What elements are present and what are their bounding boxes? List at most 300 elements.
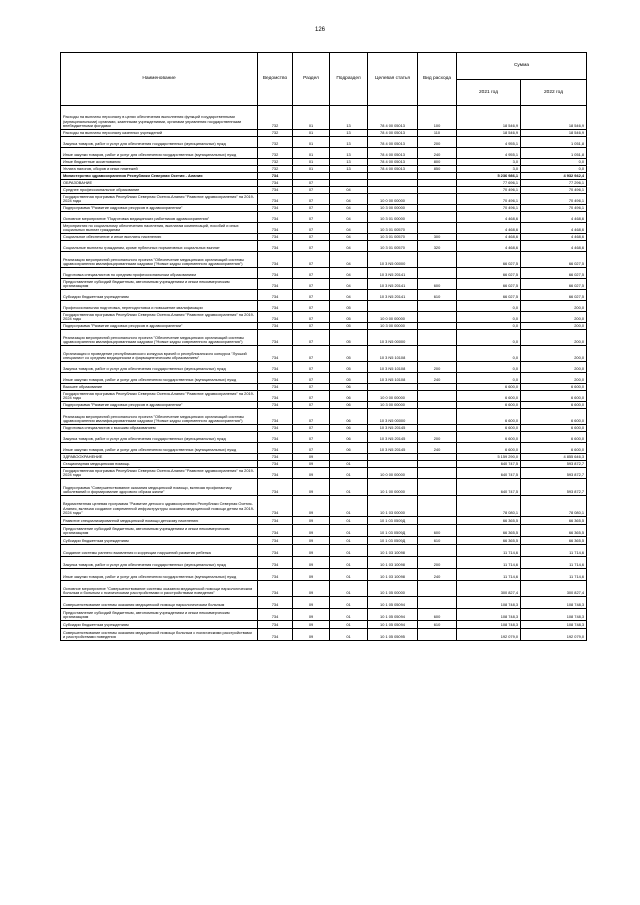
cell-expense: 600 <box>418 609 457 621</box>
cell-target: 10 1 03 0509Д <box>368 517 418 525</box>
cell-2022: 77 296,1 <box>521 180 587 187</box>
cell-2022: 6 600,0 <box>521 391 587 402</box>
table-row <box>61 180 587 187</box>
cell-2021: 0,0 <box>457 312 521 323</box>
cell-subsection: 01 <box>330 461 368 468</box>
cell-expense <box>418 597 457 609</box>
cell-agency: 732 <box>258 130 293 137</box>
cell-section: 07 <box>293 312 330 323</box>
cell-2022: 200,0 <box>521 323 587 330</box>
cell-expense <box>418 425 457 432</box>
cell-target: 10 1 05 05094 <box>368 597 418 609</box>
table-row <box>61 234 587 241</box>
cell-name: Совершенствование системы оказания медицинской помощи больным с психическими расстройствами и расстройствами поведения <box>61 629 258 641</box>
cell-subsection: 13 <box>330 148 368 159</box>
table-row <box>61 137 587 148</box>
cell-agency: 734 <box>258 569 293 581</box>
cell-section: 07 <box>293 205 330 212</box>
cell-expense: 600 <box>418 279 457 290</box>
cell-agency: 734 <box>258 346 293 362</box>
cell-section: 01 <box>293 148 330 159</box>
cell-name: Расходы на выплаты персоналу казенных учреждений <box>61 130 258 137</box>
cell-2022: 66 027,5 <box>521 252 587 268</box>
cell-agency: 734 <box>258 409 293 425</box>
cell-subsection: 01 <box>330 525 368 537</box>
cell-expense: 610 <box>418 621 457 629</box>
cell-name: Подпрограмма "Развитие кадровых ресурсов в здравоохранении" <box>61 323 258 330</box>
cell-section: 01 <box>293 159 330 166</box>
cell-agency: 732 <box>258 148 293 159</box>
cell-name: Стационарная медицинская помощь <box>61 461 258 468</box>
cell-section: 09 <box>293 621 330 629</box>
header-name: Наименование <box>61 53 258 106</box>
cell-2022: 6 600,0 <box>521 425 587 432</box>
table-row <box>61 443 587 454</box>
cell-name: Подпрограмма "Развитие кадровых ресурсов в здравоохранении" <box>61 205 258 212</box>
cell-expense <box>418 346 457 362</box>
header-target: Целевая статья <box>368 53 418 106</box>
cell-name: Социальное обеспечение и иные выплаты населению <box>61 234 258 241</box>
cell-expense <box>418 268 457 279</box>
cell-2022: 6 600,0 <box>521 432 587 443</box>
cell-target: 10 3 N5 20141 <box>368 268 418 279</box>
cell-target: 10 3 01 00570 <box>368 241 418 252</box>
cell-section: 07 <box>293 323 330 330</box>
cell-target: 10 3 N5 20145 <box>368 443 418 454</box>
cell-2021: 6 600,0 <box>457 409 521 425</box>
cell-expense: 100 <box>418 106 457 130</box>
cell-2022: 0,0 <box>521 159 587 166</box>
table-row <box>61 194 587 205</box>
table-row <box>61 312 587 323</box>
cell-subsection: 01 <box>330 557 368 569</box>
cell-2021: 0,0 <box>457 373 521 384</box>
cell-expense <box>418 301 457 312</box>
cell-subsection: 06 <box>330 432 368 443</box>
cell-2021: 0,0 <box>457 362 521 373</box>
cell-subsection: 13 <box>330 106 368 130</box>
cell-2022: 66 027,5 <box>521 268 587 279</box>
table-row <box>61 279 587 290</box>
cell-subsection: 01 <box>330 581 368 597</box>
cell-2021: 4 955,1 <box>457 148 521 159</box>
cell-subsection: 01 <box>330 537 368 545</box>
cell-agency: 734 <box>258 279 293 290</box>
cell-agency: 734 <box>258 545 293 557</box>
cell-2022: 66 365,5 <box>521 517 587 525</box>
cell-name: Иные бюджетные ассигнования <box>61 159 258 166</box>
cell-target: 10 3 N5 00000 <box>368 330 418 346</box>
cell-2022: 108 748,3 <box>521 621 587 629</box>
table-row <box>61 629 587 641</box>
cell-agency: 734 <box>258 323 293 330</box>
cell-expense <box>418 252 457 268</box>
cell-agency: 734 <box>258 180 293 187</box>
cell-2021: 4 955,1 <box>457 137 521 148</box>
table-row <box>61 106 587 130</box>
cell-2021: 66 027,5 <box>457 279 521 290</box>
cell-2021: 70 496,1 <box>457 187 521 194</box>
cell-name: Расходы на выплаты персоналу в целях обеспечения выполнения функций государственными (муниципальными) органами, казенными учреждениями, органами управления государственными внебюджетными фондами <box>61 106 258 130</box>
cell-2021: 0,0 <box>457 323 521 330</box>
header-subsection: Подраздел <box>330 53 368 106</box>
cell-2021: 6 600,0 <box>457 391 521 402</box>
cell-section: 07 <box>293 241 330 252</box>
table-row <box>61 362 587 373</box>
cell-2022: 200,0 <box>521 346 587 362</box>
table-row <box>61 384 587 391</box>
cell-name: Подпрограмма "Совершенствование оказания медицинской помощи, включая профилактику заболеваний и формирование здорового образа жизни" <box>61 479 258 496</box>
cell-name: Субсидии бюджетным учреждениям <box>61 621 258 629</box>
cell-2022: 4 468,6 <box>521 241 587 252</box>
cell-2021: 70 496,1 <box>457 194 521 205</box>
cell-target: 10 3 N5 20141 <box>368 279 418 290</box>
cell-section: 09 <box>293 557 330 569</box>
header-2022: 2022 год <box>521 80 587 106</box>
cell-expense <box>418 212 457 223</box>
cell-agency: 734 <box>258 290 293 301</box>
cell-expense <box>418 629 457 641</box>
cell-expense <box>418 330 457 346</box>
cell-section: 07 <box>293 301 330 312</box>
cell-section: 07 <box>293 212 330 223</box>
cell-target: 10 3 N5 20141 <box>368 290 418 301</box>
cell-2022: 593 872,7 <box>521 461 587 468</box>
cell-subsection <box>330 173 368 180</box>
cell-subsection: 06 <box>330 391 368 402</box>
cell-subsection: 04 <box>330 212 368 223</box>
cell-subsection: 05 <box>330 330 368 346</box>
cell-2022: 200,0 <box>521 362 587 373</box>
cell-section: 09 <box>293 537 330 545</box>
cell-section: 07 <box>293 425 330 432</box>
cell-target: 10 3 01 00000 <box>368 212 418 223</box>
cell-expense: 300 <box>418 234 457 241</box>
cell-target: 10 3 01 00570 <box>368 223 418 234</box>
cell-subsection: 01 <box>330 621 368 629</box>
cell-subsection: 04 <box>330 252 368 268</box>
header-expense: Вид расхода <box>418 53 457 106</box>
header-sum: Сумма <box>457 53 587 80</box>
cell-target: 10 3 N5 20145 <box>368 425 418 432</box>
cell-section: 07 <box>293 391 330 402</box>
cell-target: 78 4 00 05013 <box>368 159 418 166</box>
cell-target: 10 3 00 00000 <box>368 402 418 409</box>
table-row <box>61 212 587 223</box>
cell-subsection: 06 <box>330 402 368 409</box>
cell-target: 78 4 00 05013 <box>368 130 418 137</box>
table-row <box>61 525 587 537</box>
cell-section: 07 <box>293 268 330 279</box>
cell-target: 10 3 00 00000 <box>368 205 418 212</box>
cell-2021: 11 714,6 <box>457 569 521 581</box>
cell-expense <box>418 402 457 409</box>
cell-target: 78 4 00 05013 <box>368 106 418 130</box>
table-row <box>61 148 587 159</box>
cell-target: 10 3 N5 20145 <box>368 432 418 443</box>
cell-2022: 18 546,9 <box>521 130 587 137</box>
cell-expense: 200 <box>418 432 457 443</box>
cell-2021: 3,0 <box>457 166 521 173</box>
cell-expense <box>418 180 457 187</box>
cell-2021: 192 079,0 <box>457 629 521 641</box>
cell-name: Совершенствование системы оказания медицинской помощи наркологическим больным <box>61 597 258 609</box>
cell-subsection: 01 <box>330 479 368 496</box>
cell-subsection: 04 <box>330 290 368 301</box>
cell-agency: 734 <box>258 330 293 346</box>
cell-2022: 11 714,6 <box>521 569 587 581</box>
cell-2021: 66 365,5 <box>457 537 521 545</box>
cell-agency: 734 <box>258 173 293 180</box>
cell-2022: 593 872,7 <box>521 468 587 479</box>
table-row <box>61 290 587 301</box>
table-row <box>61 545 587 557</box>
cell-subsection: 01 <box>330 629 368 641</box>
cell-section: 09 <box>293 609 330 621</box>
cell-2022: 66 365,5 <box>521 537 587 545</box>
cell-agency: 734 <box>258 425 293 432</box>
cell-name: ОБРАЗОВАНИЕ <box>61 180 258 187</box>
cell-expense <box>418 496 457 517</box>
table-row <box>61 557 587 569</box>
cell-agency: 734 <box>258 212 293 223</box>
cell-agency: 734 <box>258 384 293 391</box>
cell-subsection: 01 <box>330 597 368 609</box>
cell-target: 10 3 01 00570 <box>368 234 418 241</box>
cell-2021: 66 365,5 <box>457 525 521 537</box>
cell-2021: 6 600,0 <box>457 384 521 391</box>
cell-2021: 18 546,9 <box>457 130 521 137</box>
cell-name: Иные закупки товаров, работ и услуг для обеспечения государственных (муниципальных) нужд <box>61 148 258 159</box>
cell-name: Реализация мероприятий регионального проекта "Обеспечение медицинских организаций системы здравоохранения квалифицированными кадрами ("Новые кадры современного здравоохранения") <box>61 409 258 425</box>
cell-2022: 66 027,5 <box>521 279 587 290</box>
cell-expense: 320 <box>418 241 457 252</box>
cell-section: 07 <box>293 223 330 234</box>
cell-2021: 66 027,5 <box>457 290 521 301</box>
cell-subsection: 13 <box>330 130 368 137</box>
cell-subsection: 06 <box>330 425 368 432</box>
cell-subsection: 05 <box>330 312 368 323</box>
cell-target: 10 1 03 10098 <box>368 569 418 581</box>
cell-2021: 0,0 <box>457 346 521 362</box>
cell-name: Закупка товаров, работ и услуг для обеспечения государственных (муниципальных) нужд <box>61 557 258 569</box>
cell-target: 10 3 N5 10108 <box>368 362 418 373</box>
cell-section: 09 <box>293 496 330 517</box>
cell-agency: 734 <box>258 443 293 454</box>
table-row <box>61 581 587 597</box>
header-quantity: Ведомство <box>258 53 293 106</box>
cell-expense: 850 <box>418 166 457 173</box>
cell-agency: 734 <box>258 621 293 629</box>
cell-2021: 108 748,3 <box>457 621 521 629</box>
cell-agency: 732 <box>258 106 293 130</box>
table-row <box>61 621 587 629</box>
cell-subsection: 06 <box>330 384 368 391</box>
cell-target <box>368 187 418 194</box>
cell-name: Предоставление субсидий бюджетным, автономным учреждениям и иным некоммерческим организациям <box>61 609 258 621</box>
cell-2022: 70 496,1 <box>521 187 587 194</box>
cell-2021: 6 600,0 <box>457 443 521 454</box>
cell-subsection: 05 <box>330 362 368 373</box>
cell-2021: 11 714,6 <box>457 557 521 569</box>
cell-section: 09 <box>293 569 330 581</box>
cell-2021: 108 748,3 <box>457 597 521 609</box>
cell-expense <box>418 545 457 557</box>
cell-section: 07 <box>293 384 330 391</box>
cell-2021: 0,0 <box>457 330 521 346</box>
table-row <box>61 241 587 252</box>
cell-section <box>293 173 330 180</box>
cell-2021: 6 600,0 <box>457 432 521 443</box>
cell-section: 07 <box>293 234 330 241</box>
cell-agency: 732 <box>258 159 293 166</box>
cell-section: 07 <box>293 290 330 301</box>
cell-target: 10 3 N5 10108 <box>368 373 418 384</box>
table-row <box>61 346 587 362</box>
cell-name: Развитие специализированной медицинской помощи детскому населению <box>61 517 258 525</box>
cell-2021: 3,0 <box>457 159 521 166</box>
cell-2022: 6 600,0 <box>521 409 587 425</box>
cell-expense <box>418 384 457 391</box>
cell-2022: 66 365,5 <box>521 525 587 537</box>
table-row <box>61 425 587 432</box>
cell-2021: 18 546,9 <box>457 106 521 130</box>
cell-2022: 4 468,6 <box>521 212 587 223</box>
table-row <box>61 432 587 443</box>
cell-2022: 6 600,0 <box>521 402 587 409</box>
cell-name: Субсидии бюджетным учреждениям <box>61 290 258 301</box>
cell-expense <box>418 223 457 234</box>
table-row <box>61 402 587 409</box>
cell-expense: 240 <box>418 569 457 581</box>
cell-subsection: 01 <box>330 496 368 517</box>
cell-name: Реализация мероприятий регионального проекта "Обеспечение медицинских организаций системы здравоохранения квалифицированными кадрами ("Новые кадры современного здравоохранения") <box>61 330 258 346</box>
cell-expense: 200 <box>418 557 457 569</box>
cell-expense <box>418 479 457 496</box>
cell-expense <box>418 187 457 194</box>
cell-agency: 734 <box>258 557 293 569</box>
cell-target: 10 3 00 00000 <box>368 323 418 330</box>
cell-expense <box>418 454 457 461</box>
cell-section: 09 <box>293 517 330 525</box>
cell-2022: 70 496,1 <box>521 194 587 205</box>
cell-section: 01 <box>293 137 330 148</box>
cell-2021: 11 714,6 <box>457 545 521 557</box>
cell-2021: 66 027,5 <box>457 252 521 268</box>
cell-subsection: 04 <box>330 187 368 194</box>
cell-2021: 77 696,1 <box>457 180 521 187</box>
cell-target <box>368 454 418 461</box>
cell-section: 01 <box>293 130 330 137</box>
cell-name: Подготовка специалистов по средним профессиональным образованиям <box>61 268 258 279</box>
cell-subsection: 05 <box>330 301 368 312</box>
cell-expense <box>418 312 457 323</box>
cell-2022: 4 468,6 <box>521 234 587 241</box>
cell-2021: 300 827,4 <box>457 581 521 597</box>
cell-expense <box>418 581 457 597</box>
cell-target: 10 0 00 00000 <box>368 391 418 402</box>
cell-2021: 6 600,0 <box>457 402 521 409</box>
cell-subsection: 13 <box>330 137 368 148</box>
cell-name: Государственная программа Республики Северная Осетия-Алания "Развитие здравоохранения" на 2019-2024 годы <box>61 468 258 479</box>
cell-2022: 108 748,3 <box>521 597 587 609</box>
cell-section: 07 <box>293 373 330 384</box>
cell-name: Мероприятия по социальному обеспечению населения, выплатам компенсаций, пособий и иных социальных выплат гражданам <box>61 223 258 234</box>
cell-name: Государственная программа Республики Северная Осетия-Алания "Развитие здравоохранения" на 2019-2024 годы <box>61 391 258 402</box>
cell-name: Закупка товаров, работ и услуг для обеспечения государственных (муниципальных) нужд <box>61 432 258 443</box>
cell-agency: 734 <box>258 187 293 194</box>
cell-name: Иные закупки товаров, работ и услуг для обеспечения государственных (муниципальных) нужд <box>61 569 258 581</box>
cell-agency: 734 <box>258 362 293 373</box>
table-row <box>61 301 587 312</box>
cell-section: 01 <box>293 106 330 130</box>
cell-expense: 240 <box>418 443 457 454</box>
cell-expense: 200 <box>418 362 457 373</box>
cell-name: Государственная программа Республики Северная Осетия-Алания "Развитие здравоохранения" на 2019-2024 годы <box>61 194 258 205</box>
cell-expense: 200 <box>418 137 457 148</box>
table-row <box>61 268 587 279</box>
cell-agency: 734 <box>258 479 293 496</box>
cell-agency: 734 <box>258 609 293 621</box>
table-row <box>61 409 587 425</box>
cell-2022: 66 027,5 <box>521 290 587 301</box>
cell-2021: 5 159 290,0 <box>457 454 521 461</box>
cell-subsection: 04 <box>330 223 368 234</box>
cell-section: 09 <box>293 461 330 468</box>
cell-section: 07 <box>293 330 330 346</box>
cell-section: 07 <box>293 362 330 373</box>
cell-target: 10 1 05 00000 <box>368 581 418 597</box>
table-row <box>61 597 587 609</box>
cell-name: Основное мероприятие "Подготовка медицинских работников здравоохранения" <box>61 212 258 223</box>
cell-subsection <box>330 180 368 187</box>
cell-expense <box>418 461 457 468</box>
cell-name: Подготовка специалистов с высшим образованием <box>61 425 258 432</box>
table-row <box>61 187 587 194</box>
cell-target: 10 1 05 05094 <box>368 621 418 629</box>
cell-agency: 734 <box>258 597 293 609</box>
cell-subsection <box>330 454 368 461</box>
cell-2022: 18 546,9 <box>521 106 587 130</box>
cell-2022: 70 496,1 <box>521 205 587 212</box>
cell-name: ЗДРАВООХРАНЕНИЕ <box>61 454 258 461</box>
cell-expense <box>418 323 457 330</box>
table-row <box>61 537 587 545</box>
cell-2021: 78 080,1 <box>457 496 521 517</box>
cell-name: Иные закупки товаров, работ и услуг для обеспечения государственных (муниципальных) нужд <box>61 373 258 384</box>
cell-subsection: 13 <box>330 159 368 166</box>
table-row <box>61 252 587 268</box>
cell-2022: 6 600,0 <box>521 384 587 391</box>
cell-2022: 11 714,6 <box>521 557 587 569</box>
cell-name: Закупка товаров, работ и услуг для обеспечения государственных (муниципальных) нужд <box>61 137 258 148</box>
cell-2022: 200,0 <box>521 312 587 323</box>
cell-target <box>368 173 418 180</box>
cell-target <box>368 384 418 391</box>
table-row <box>61 391 587 402</box>
cell-target: 78 4 00 05013 <box>368 166 418 173</box>
cell-2021: 4 468,6 <box>457 241 521 252</box>
cell-agency: 734 <box>258 373 293 384</box>
cell-2021: 0,0 <box>457 301 521 312</box>
cell-2021: 640 747,5 <box>457 468 521 479</box>
cell-section: 07 <box>293 187 330 194</box>
cell-expense <box>418 205 457 212</box>
table-row <box>61 130 587 137</box>
cell-agency: 734 <box>258 432 293 443</box>
cell-name: Высшее образование <box>61 384 258 391</box>
table-row <box>61 159 587 166</box>
